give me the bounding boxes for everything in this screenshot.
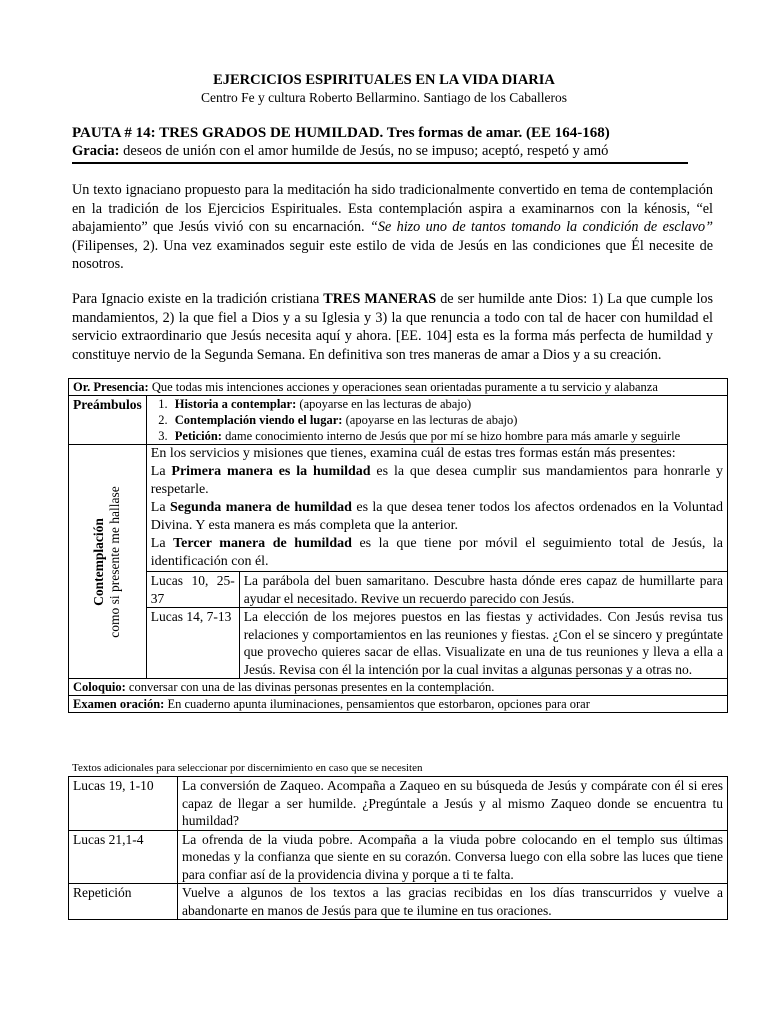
examen-text: En cuaderno apunta iluminaciones, pensamientos que estorbaron, opciones para orar [164,697,590,711]
reading-row [69,608,728,679]
additional-row [69,777,728,831]
manera-cell [146,445,727,572]
coloquio-text: conversar con una de las divinas personas presentes en la contemplación. [125,680,495,694]
manera-intro: En los servicios y misiones que tienes, examina cuál de estas tres formas están más presentes: [150,446,676,461]
segunda-bold: Segunda manera de humildad [169,500,352,515]
segunda-manera [151,499,723,535]
additional-texts-label: Textos adicionales para seleccionar por discernimiento en caso que se necesiten [72,762,423,774]
presencia-label: Or. Presencia: [73,380,149,394]
primera-bold: Primera manera es la humildad [171,464,371,479]
preambulo-text: dame conocimiento interno de Jesús que por mí se hizo hombre para más amarle y seguirle [221,429,681,443]
primera-b: es la que desea cumplir sus mandamientos para honrarle y respetarle. [150,464,724,497]
intro-p2-text-a: Para Ignacio existe en la tradición cristiana [72,291,324,307]
preambulo-item [171,428,723,444]
coloquio-label: Coloquio: [73,680,126,694]
examen-cell [69,696,728,713]
additional-ref: Repetición [69,884,178,920]
coloquio-cell [69,679,728,696]
additional-ref: Lucas 21,1-4 [69,830,178,884]
preambulos-list [151,396,723,444]
intro-p2-bold: TRES MANERAS [323,291,437,307]
document-title: EJERCICIOS ESPIRITUALES EN LA VIDA DIARIA [213,72,555,88]
preambulos-list-cell [146,396,727,445]
additional-text: La ofrenda de la viuda pobre. Acompaña a la viuda pobre colocando en el templo sus últimas monedas y la confianza que siente en su corazón. Conversa luego con ella sobre las luces que tiene para confiar así de la providencia divina y porque a ti te falta. [178,830,728,884]
reading-row [69,572,728,608]
contemplacion-sub: como si presente me hallase [107,485,123,638]
preambulo-bold: Contemplación viendo el lugar: [174,413,343,427]
examen-label: Examen oración: [73,697,165,711]
gracia-label: Gracia: [72,143,120,159]
preambulos-label: Preámbulos [73,397,142,412]
pauta-table [68,378,728,713]
segunda-a: La [150,500,170,515]
primera-a: La [150,464,172,479]
contemplacion-label-cell [69,445,147,679]
gracia-line [72,143,688,164]
additional-text: Vuelve a algunos de los textos a las gracias recibidas en los días transcurridos y vuelve a abandonarte en manos de Jesús para que te ilumine en tus oraciones. [178,884,728,920]
intro-paragraph-1 [72,181,713,274]
coloquio-row [69,679,728,696]
presencia-cell [69,379,728,396]
tercera-b: es la que tiene por móvil el seguimiento total de Jesús, la identificación con él. [150,536,724,569]
intro-p1-text-b: (Filipenses, 2). Una vez examinados seguir este estilo de vida de Jesús en las condiciones que Él necesite de nosotros. [72,237,713,272]
document-subtitle: Centro Fe y cultura Roberto Bellarmino. Santiago de los Caballeros [201,90,567,105]
additional-row [69,830,728,884]
reading-text: La parábola del buen samaritano. Descubre hasta dónde eres capaz de humillarte para ayudar el necesitado. Revive un recuerdo parecido con Jesús. [239,572,727,608]
preambulo-item [171,396,723,412]
intro-paragraph-2 [72,290,713,364]
examen-row [69,696,728,713]
intro-p1-text-a: Un texto ignaciano propuesto para la meditación ha sido tradicionalmente convertido en tema de contemplación en la tradición de los Ejercicios Espirituales. Esta contemplación aspira a examinarnos con la kénosis, “el abajamiento” que Jesús vivió con su encarnación. [72,182,713,235]
preambulo-item [171,412,723,428]
preambulo-text: (apoyarse en las lecturas de abajo) [296,397,472,411]
presencia-row [69,379,728,396]
contemplacion-label: Contemplación [91,517,107,606]
contemplacion-row-1 [69,445,728,572]
reading-text: La elección de los mejores puestos en las fiestas y actividades. Con Jesús revisa tus relaciones y comportamientos en las reuniones y fiestas. ¿Con el se sincero y pregúntate que provecho quieres sacar de ellas. Visualizate en una de tus reuniones y lleva a ella a Jesús. Revisa con él la intención por la cual invitas a algunas personas y a otras no. [239,608,727,679]
segunda-b: es la que desea tener todos los afectos ordenados en la Voluntad Divina. Y esta manera es más completa que la anterior. [150,500,723,533]
reading-ref: Lucas 10, 25-37 [146,572,239,608]
tercera-manera [151,535,723,571]
intro-p2-text-b: de ser humilde ante Dios: 1) La que cumple los mandamientos, 2) la que fiel a Dios y a su Iglesia y 3) la que renuncia a todo con tal de hacer con humildad el servicio extraordinario que Jesús necesita aquí y ahora. [EE. 104] esta es la forma más perfecta de humildad y constituye nervio de la Segunda Semana. En definitiva son tres maneras de amar a Dios y a su creación. [72,291,713,363]
preambulo-bold: Petición: [174,429,222,443]
reading-ref: Lucas 14, 7-13 [146,608,239,679]
preambulos-row [69,396,728,445]
additional-row [69,884,728,920]
gracia-text: deseos de unión con el amor humilde de Jesús, no se impuso; aceptó, respetó y amó [119,143,609,159]
intro-p1-quote: “Se hizo uno de tantos tomando la condición de esclavo” [369,219,713,235]
presencia-text: Que todas mis intenciones acciones y operaciones sean orientadas puramente a tu servicio y alabanza [148,380,658,394]
preambulos-label-cell [69,396,147,445]
pauta-heading: PAUTA # 14: TRES GRADOS DE HUMILDAD. Tres formas de amar. (EE 164-168) [72,125,610,141]
tercera-bold: Tercer manera de humildad [173,536,352,551]
additional-ref: Lucas 19, 1-10 [69,777,178,831]
preambulo-text: (apoyarse en las lecturas de abajo) [342,413,518,427]
additional-table [68,776,728,920]
additional-text: La conversión de Zaqueo. Acompaña a Zaqueo en su búsqueda de Jesús y compárate con él si eres capaz de llegar a ser humilde. ¿Pregúntale a Jesús y al mismo Zaqueo donde se encuentra tu humildad? [178,777,728,831]
contemplacion-rotated-label [91,486,123,637]
tercera-a: La [150,536,174,551]
preambulo-bold: Historia a contemplar: [174,397,297,411]
primera-manera [151,463,723,499]
